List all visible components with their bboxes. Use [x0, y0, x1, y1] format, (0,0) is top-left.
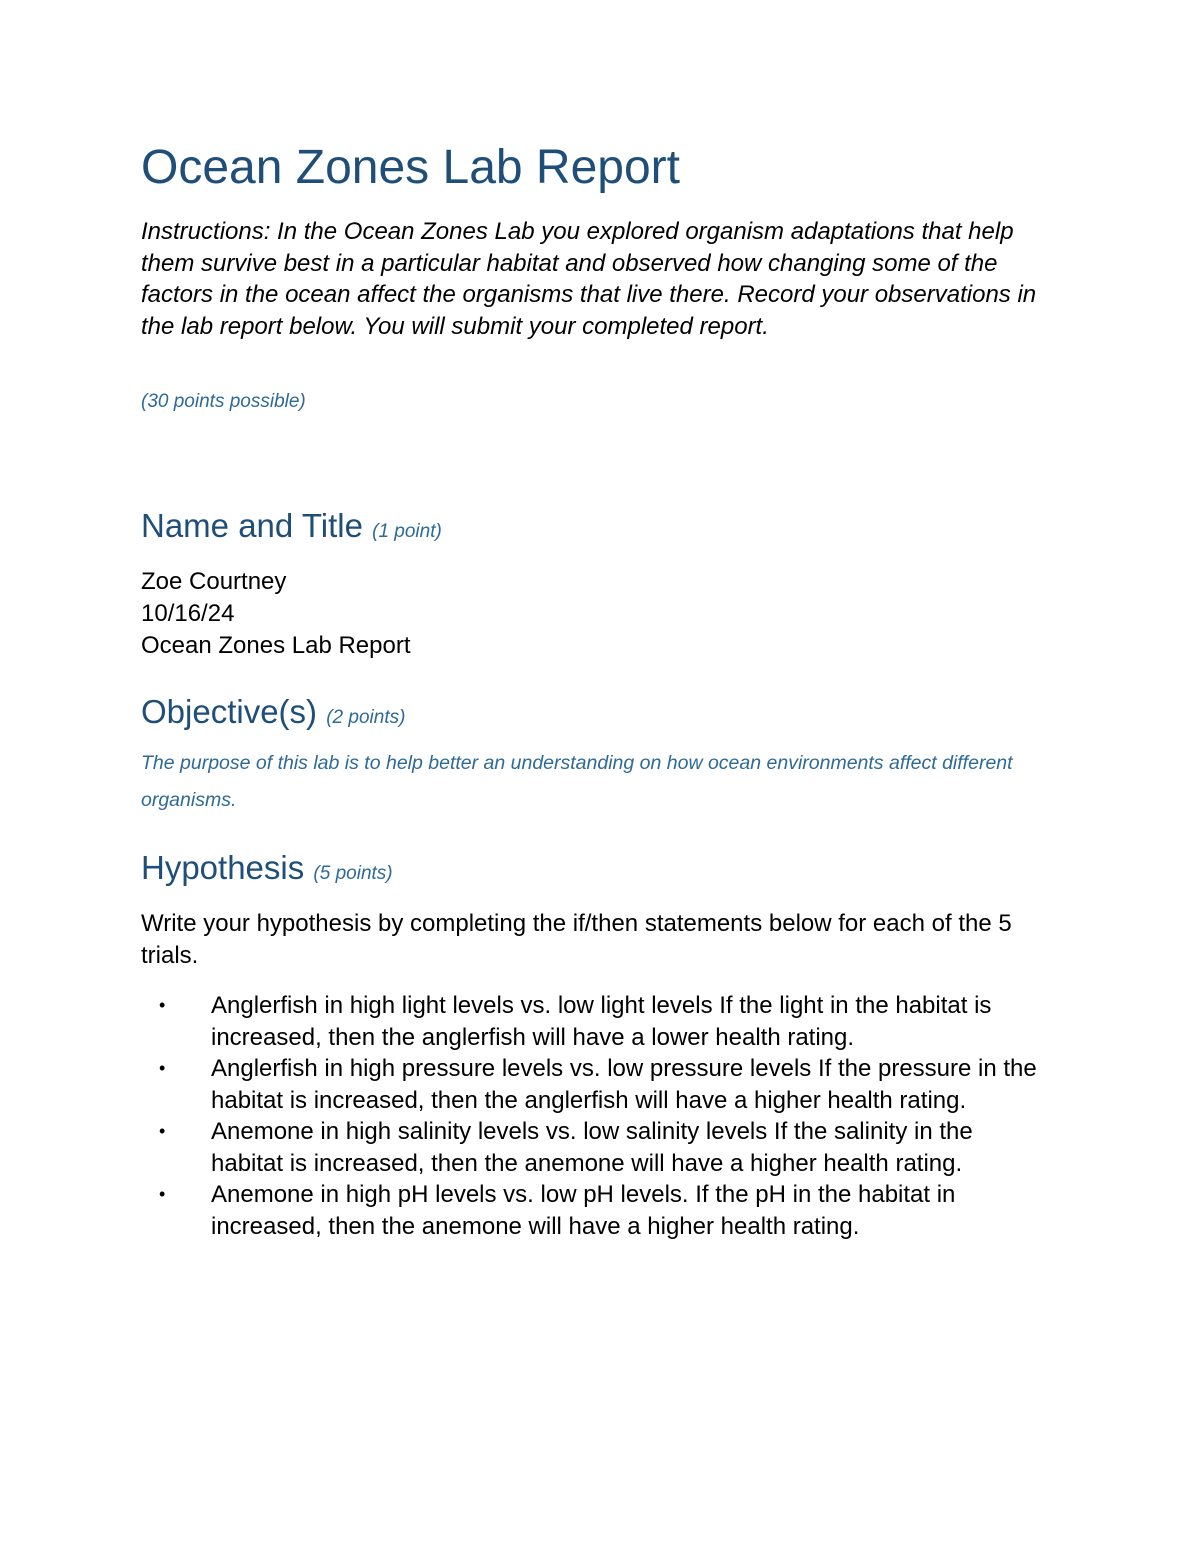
hypothesis-item-text: Anglerfish in high pressure levels vs. low pressure levels If the pressure in the habitat is increased, then the anglerfish will have a higher health rating. [211, 1055, 1037, 1114]
list-item [141, 1053, 1046, 1116]
bullet-icon: • [159, 1184, 166, 1204]
hypothesis-section-points: (5 points) [313, 863, 393, 884]
hypothesis-item-text: Anemone in high pH levels vs. low pH levels. If the pH in the habitat in increased, then the anemone will have a higher health rating. [211, 1181, 956, 1240]
hypothesis-list [141, 990, 1046, 1242]
hypothesis-item-text: Anglerfish in high light levels vs. low light levels If the light in the habitat is increased, then the anglerfish will have a lower health rating. [211, 992, 992, 1051]
bullet-icon: • [159, 1058, 166, 1078]
name-block [141, 566, 411, 662]
bullet-icon: • [159, 1121, 166, 1141]
hypothesis-section-title: Hypothesis [141, 849, 305, 886]
objective-section-heading [141, 692, 405, 738]
instructions-text: Instructions: In the Ocean Zones Lab you explored organism adaptations that help them survive best in a particular habitat and observed how changing some of the factors in the ocean affect the organisms that live there. Record your observations in the lab report below. You will submit your completed report. [141, 218, 1037, 340]
list-item [141, 1116, 1046, 1179]
hypothesis-intro: Write your hypothesis by completing the if/then statements below for each of the 5 trials. [141, 910, 1012, 969]
document-title: Ocean Zones Lab Report [141, 141, 680, 194]
name-section-title: Name and Title [141, 507, 363, 544]
hypothesis-section-heading [141, 848, 393, 894]
bullet-icon: • [159, 995, 166, 1015]
objective-text: The purpose of this lab is to help better an understanding on how ocean environments affect different organisms. [141, 752, 1013, 811]
name-section-heading [141, 506, 442, 552]
list-item [141, 1179, 1046, 1242]
hypothesis-item-text: Anemone in high salinity levels vs. low salinity levels If the salinity in the habitat is increased, then the anemone will have a higher health rating. [211, 1118, 973, 1177]
list-item [141, 990, 1046, 1053]
student-name: Zoe Courtney [141, 568, 287, 595]
objective-section-title: Objective(s) [141, 693, 318, 730]
total-points-note: (30 points possible) [141, 391, 306, 412]
objective-section-points: (2 points) [326, 707, 406, 728]
name-section-points: (1 point) [372, 521, 442, 542]
report-title: Ocean Zones Lab Report [141, 632, 411, 659]
report-date: 10/16/24 [141, 600, 235, 627]
